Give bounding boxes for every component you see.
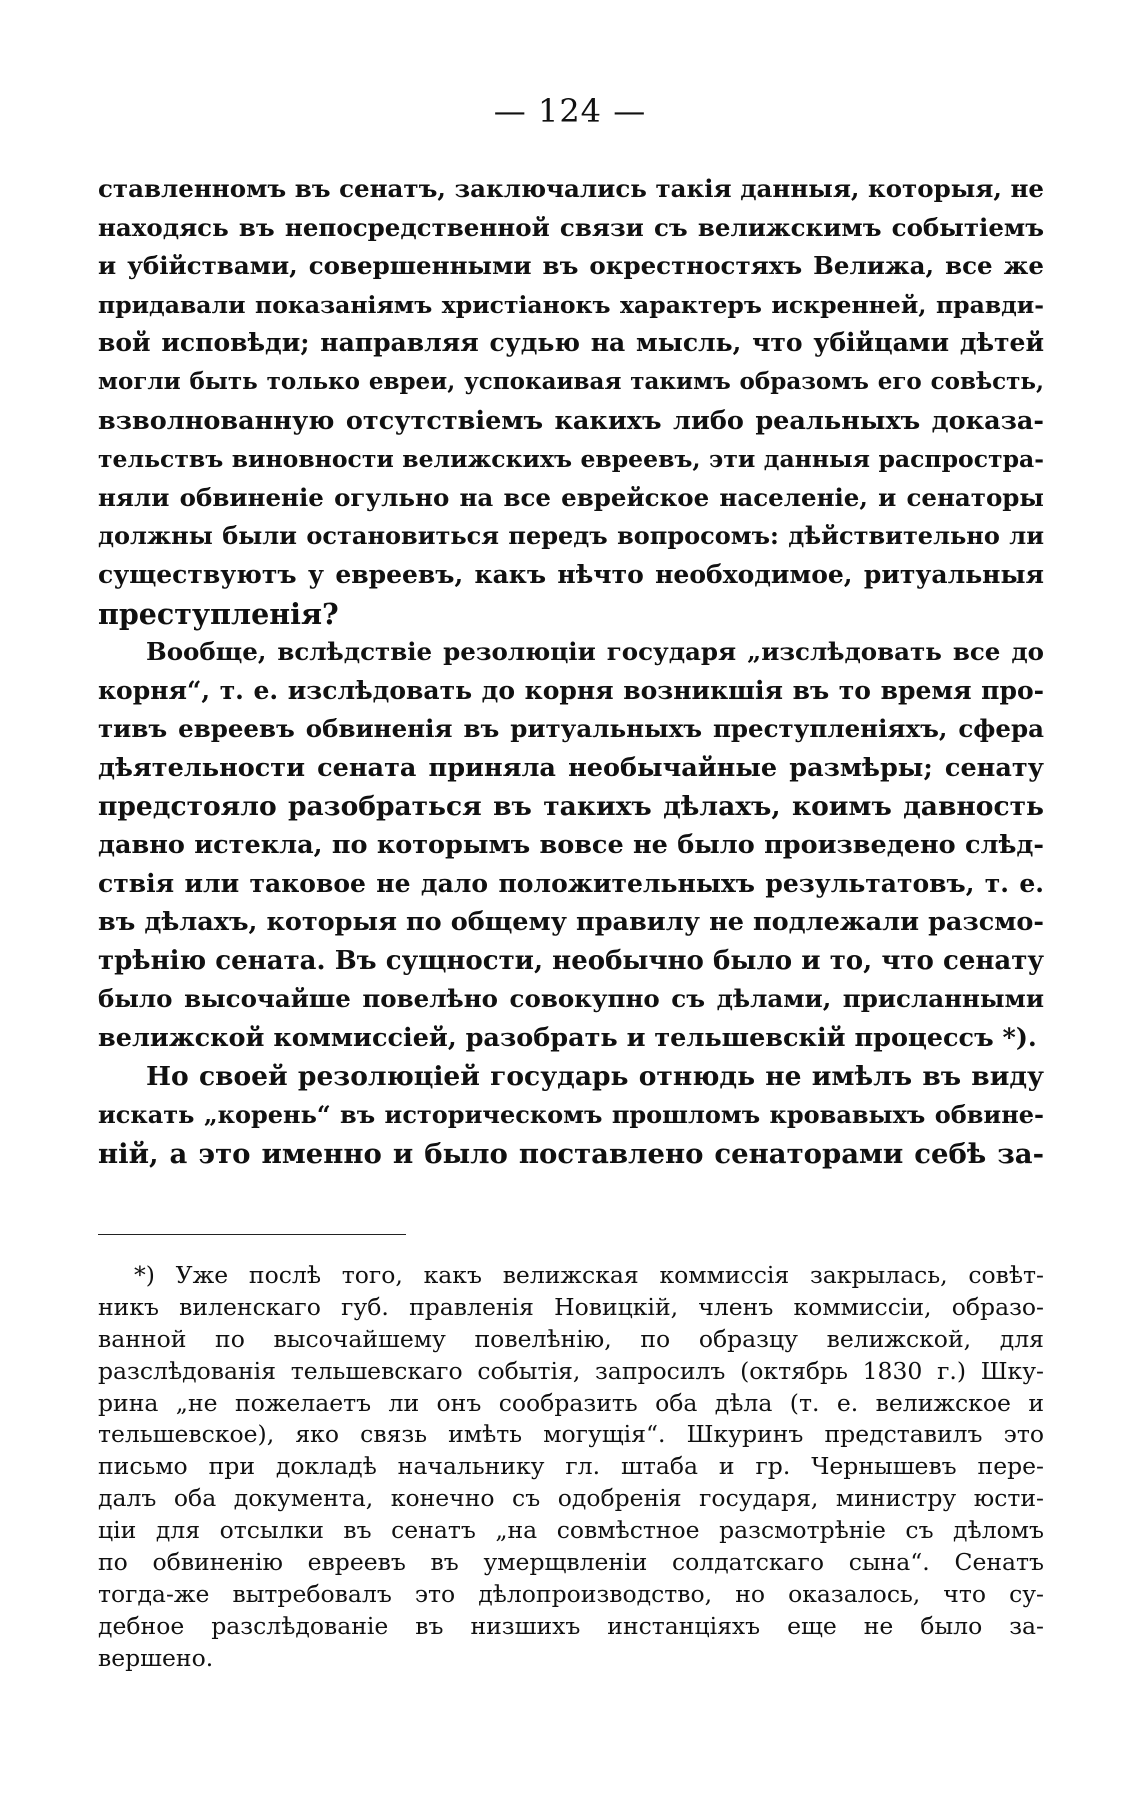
text-line: трѣнію сената. Въ сущности, необычно было и то, что сенату bbox=[98, 945, 1044, 976]
footnote bbox=[98, 1260, 1044, 1675]
footnote-line: ціи для отсылки въ сенатъ „на совмѣстное разсмотрѣніе съ дѣломъ bbox=[98, 1516, 1044, 1545]
footnote-line: никъ виленскаго губ. правленія Новицкій, членъ коммиссіи, образо- bbox=[98, 1292, 1044, 1321]
text-line: Вообще, вслѣдствіе резолюціи государя „изслѣдовать все до bbox=[146, 637, 1044, 667]
text-line: тельствъ виновности велижскихъ евреевъ, эти данныя распростра- bbox=[98, 445, 1044, 474]
text-line: существуютъ у евреевъ, какъ нѣчто необходимое, ритуальныя bbox=[98, 559, 1044, 589]
footnote-line: тельшевское), яко связь имѣть могущія“. Шкуринъ представилъ это bbox=[98, 1420, 1044, 1449]
text-line: придавали показаніямъ христіанокъ характеръ искренней, правди- bbox=[98, 290, 1044, 319]
footnote-line: тогда-же вытребовалъ это дѣлопроизводство, но оказалось, что су- bbox=[98, 1579, 1044, 1608]
page-number: — 124 — bbox=[493, 92, 647, 130]
text-line: ній, а это именно и было поставлено сенаторами себѣ за- bbox=[98, 1137, 1044, 1170]
footnote-line: далъ оба документа, конечно съ одобренія государя, министру юсти- bbox=[98, 1484, 1044, 1513]
footnote-line: рина „не пожелаетъ ли онъ сообразить оба дѣла (т. е. велижское и bbox=[98, 1388, 1044, 1417]
footnote-divider bbox=[98, 1234, 406, 1235]
footnote-line: по обвиненію евреевъ въ умерщвленіи солдатскаго сына“. Сенатъ bbox=[98, 1548, 1044, 1577]
footnote-line: вершено. bbox=[98, 1643, 214, 1672]
text-line: взволнованную отсутствіемъ какихъ либо реальныхъ доказа- bbox=[98, 405, 1044, 436]
text-line: могли быть только евреи, успокаивая такимъ образомъ его совѣсть, bbox=[98, 367, 1044, 395]
footnote-line: дебное разслѣдованіе въ низшихъ инстанціяхъ еще не было за- bbox=[98, 1611, 1044, 1640]
text-line: велижской коммиссіей, разобрать и тельшевскій процессъ *). bbox=[98, 1023, 1037, 1054]
footnote-line: *) Уже послѣ того, какъ велижская коммиссія закрылась, совѣт- bbox=[134, 1261, 1044, 1289]
text-line: преступленія? bbox=[98, 596, 339, 631]
text-line: тивъ евреевъ обвиненія въ ритуальныхъ преступленіяхъ, сфера bbox=[98, 714, 1044, 744]
footnote-line: разслѣдованія тельшевскаго событія, запросилъ (октябрь 1830 г.) Шку- bbox=[98, 1356, 1044, 1385]
text-line: корня“, т. е. изслѣдовать до корня возникшія въ то время про- bbox=[98, 675, 1044, 705]
text-line: предстояло разобраться въ такихъ дѣлахъ, коимъ давность bbox=[98, 790, 1044, 822]
footnote-line: ванной по высочайшему повелѣнію, по образцу велижской, для bbox=[98, 1324, 1044, 1353]
text-line: въ дѣлахъ, которыя по общему правилу не подлежали разсмо- bbox=[98, 907, 1044, 938]
text-line: дѣятельности сената приняла необычайные размѣры; сенату bbox=[98, 752, 1044, 783]
text-line: ствія или таковое не дало положительныхъ результатовъ, т. е. bbox=[98, 868, 1044, 898]
footnote-line: письмо при докладѣ начальнику гл. штаба и гр. Чернышевъ пере- bbox=[98, 1452, 1044, 1481]
text-line: Но своей резолюціей государь отнюдь не имѣлъ въ виду bbox=[146, 1060, 1044, 1092]
text-line: искать „корень“ въ историческомъ прошломъ кровавыхъ обвине- bbox=[98, 1100, 1044, 1130]
text-line: няли обвиненіе огульно на все еврейское населеніе, и сенаторы bbox=[98, 482, 1044, 512]
main-text bbox=[98, 170, 1044, 1173]
text-line: ставленномъ въ сенатъ, заключались такія данныя, которыя, не bbox=[98, 174, 1044, 203]
text-line: давно истекла, по которымъ вовсе не было произведено слѣд- bbox=[98, 830, 1044, 861]
text-line: было высочайше повелѣно совокупно съ дѣлами, присланными bbox=[98, 984, 1044, 1014]
text-line: находясь въ непосредственной связи съ велижскимъ событіемъ bbox=[98, 212, 1044, 242]
text-line: должны были остановиться передъ вопросомъ: дѣйствительно ли bbox=[98, 521, 1044, 551]
text-line: вой исповѣди; направляя судью на мысль, что убійцами дѣтей bbox=[98, 328, 1044, 358]
text-line: и убійствами, совершенными въ окрестностяхъ Велижа, все же bbox=[98, 251, 1044, 281]
